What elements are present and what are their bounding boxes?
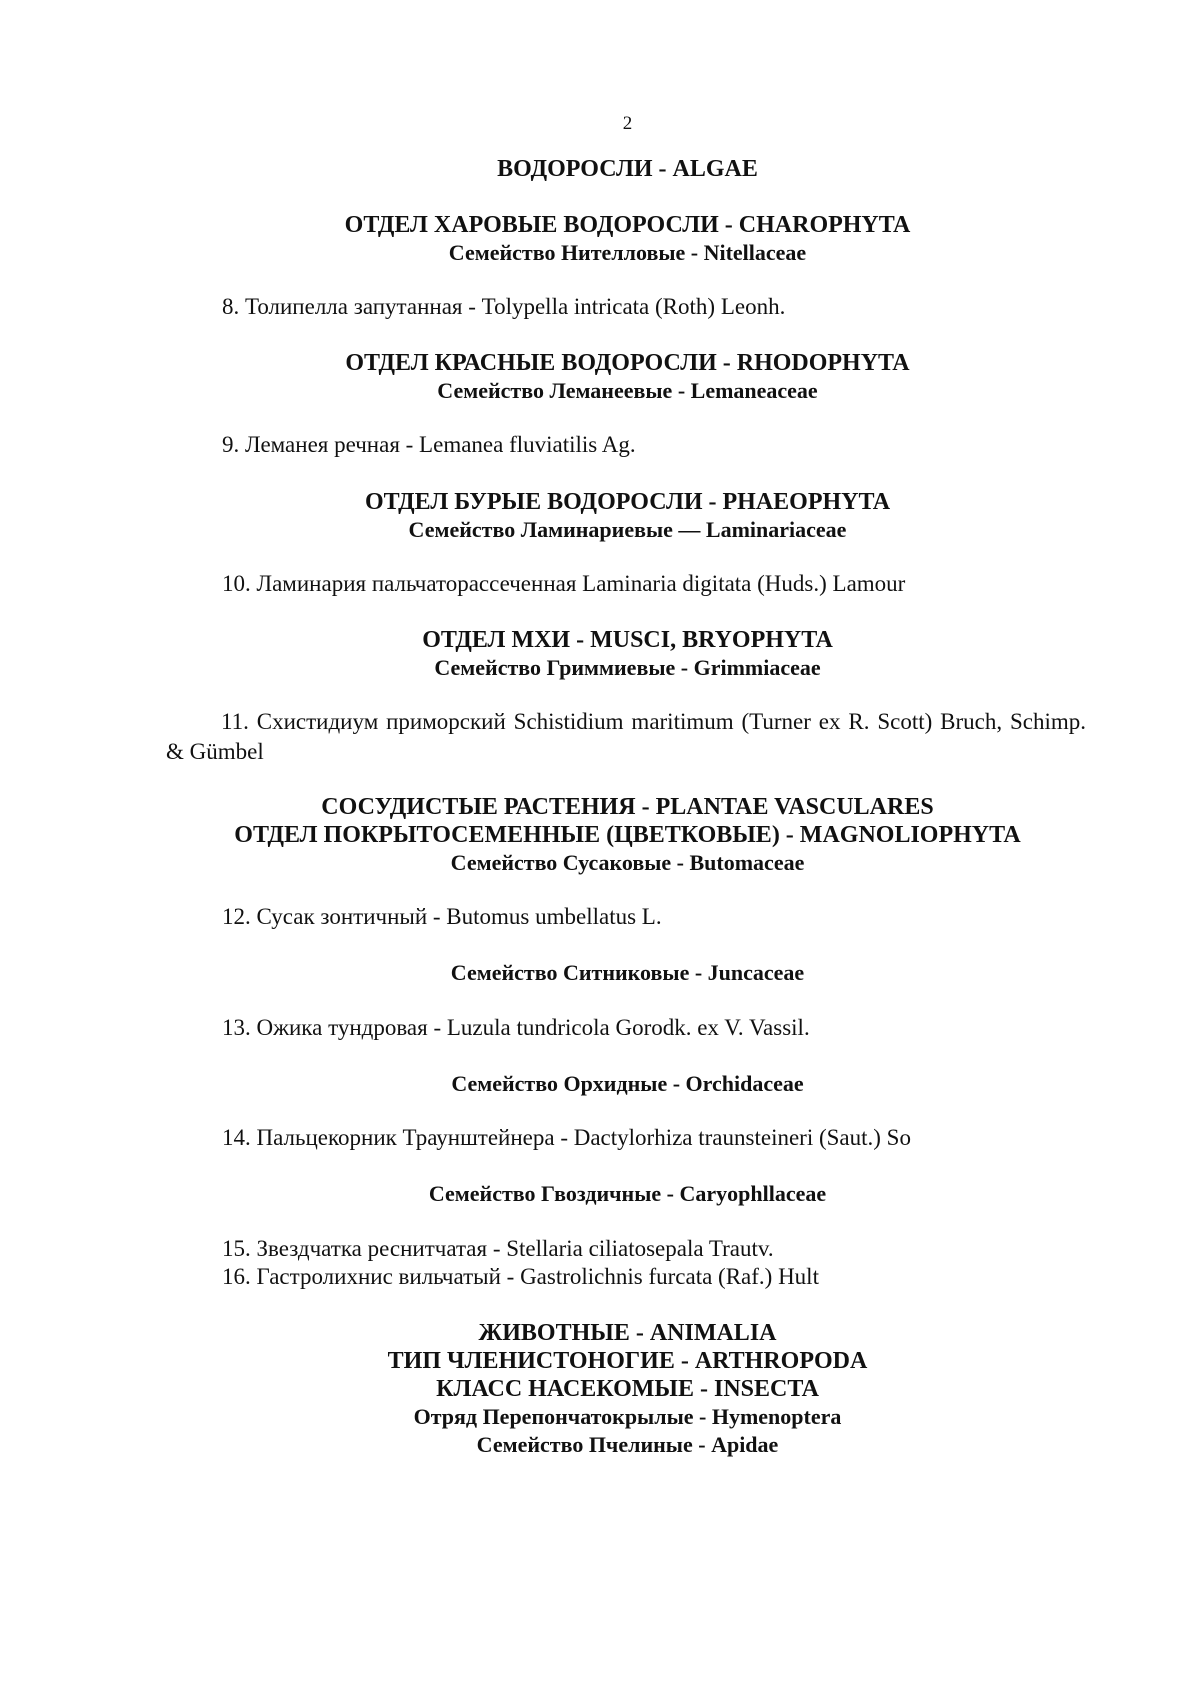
- species-entry-11: 11. Схистидиум приморский Schistidium maritimum (Turner ex R. Scott) Bruch, Schimp. & Gümbel: [166, 709, 1086, 764]
- family-heading-grimmiaceae: Семейство Гриммиевые - Grimmiaceae: [434, 655, 821, 680]
- family-heading-juncaceae: Семейство Ситниковые - Juncaceae: [450, 960, 805, 985]
- division-heading-magnoliophyta: ОТДЕЛ ПОКРЫТОСЕМЕННЫЕ (ЦВЕТКОВЫЕ) - MAGNOLIOPHYTA: [234, 822, 1021, 848]
- section-heading-vasculares: СОСУДИСТЫЕ РАСТЕНИЯ - PLANTAE VASCULARES: [321, 794, 934, 820]
- division-heading-musci: ОТДЕЛ МХИ - MUSCI, BRYOPHYTA: [422, 627, 833, 653]
- species-entry-15: 15. Звездчатка реснитчатая - Stellaria ciliatosepala Trautv.: [222, 1236, 774, 1261]
- species-entry-8: 8. Толипелла запутанная - Tolypella intricata (Roth) Leonh.: [222, 294, 786, 319]
- family-heading-butomaceae: Семейство Сусаковые - Butomaceae: [450, 850, 805, 875]
- kingdom-heading-animalia: ЖИВОТНЫЕ - ANIMALIA: [478, 1320, 777, 1346]
- species-entry-16: 16. Гастролихнис вильчатый - Gastrolichnis furcata (Raf.) Hult: [222, 1264, 819, 1289]
- family-heading-orchidaceae: Семейство Орхидные - Orchidaceae: [451, 1071, 804, 1096]
- species-entry-13: 13. Ожика тундровая - Luzula tundricola Gorodk. ex V. Vassil.: [222, 1015, 810, 1040]
- family-heading-laminariaceae: Семейство Ламинариевые — Laminariaceae: [408, 517, 847, 542]
- family-heading-nitellaceae: Семейство Нителловые - Nitellaceae: [448, 240, 807, 265]
- species-entry-12: 12. Сусак зонтичный - Butomus umbellatus L.: [222, 904, 662, 929]
- family-heading-apidae: Семейство Пчелиные - Apidae: [476, 1432, 779, 1457]
- order-heading-hymenoptera: Отряд Перепончатокрылые - Hymenoptera: [413, 1404, 842, 1429]
- family-heading-lemaneaceae: Семейство Леманеевые - Lemaneaceae: [437, 378, 818, 403]
- species-entry-10: 10. Ламинария пальчаторассеченная Laminaria digitata (Huds.) Lamour: [222, 571, 906, 596]
- page-number: 2: [622, 113, 633, 134]
- section-heading-algae: ВОДОРОСЛИ - ALGAE: [497, 156, 758, 182]
- division-heading-charophyta: ОТДЕЛ ХАРОВЫЕ ВОДОРОСЛИ - CHAROPHYTA: [344, 212, 911, 238]
- family-heading-caryophllaceae: Семейство Гвоздичные - Caryophllaceae: [428, 1181, 827, 1206]
- species-entry-14: 14. Пальцекорник Траунштейнера - Dactylorhiza traunsteineri (Saut.) So: [222, 1125, 911, 1150]
- phylum-heading-arthropoda: ТИП ЧЛЕНИСТОНОГИЕ - ARTHROPODA: [387, 1348, 868, 1374]
- class-heading-insecta: КЛАСС НАСЕКОМЫЕ - INSECTA: [436, 1376, 819, 1402]
- division-heading-rhodophyta: ОТДЕЛ КРАСНЫЕ ВОДОРОСЛИ - RHODOPHYTA: [345, 350, 910, 376]
- species-entry-9: 9. Леманея речная - Lemanea fluviatilis Ag.: [222, 432, 636, 457]
- division-heading-phaeophyta: ОТДЕЛ БУРЫЕ ВОДОРОСЛИ - PHAEOPHYTA: [364, 489, 891, 515]
